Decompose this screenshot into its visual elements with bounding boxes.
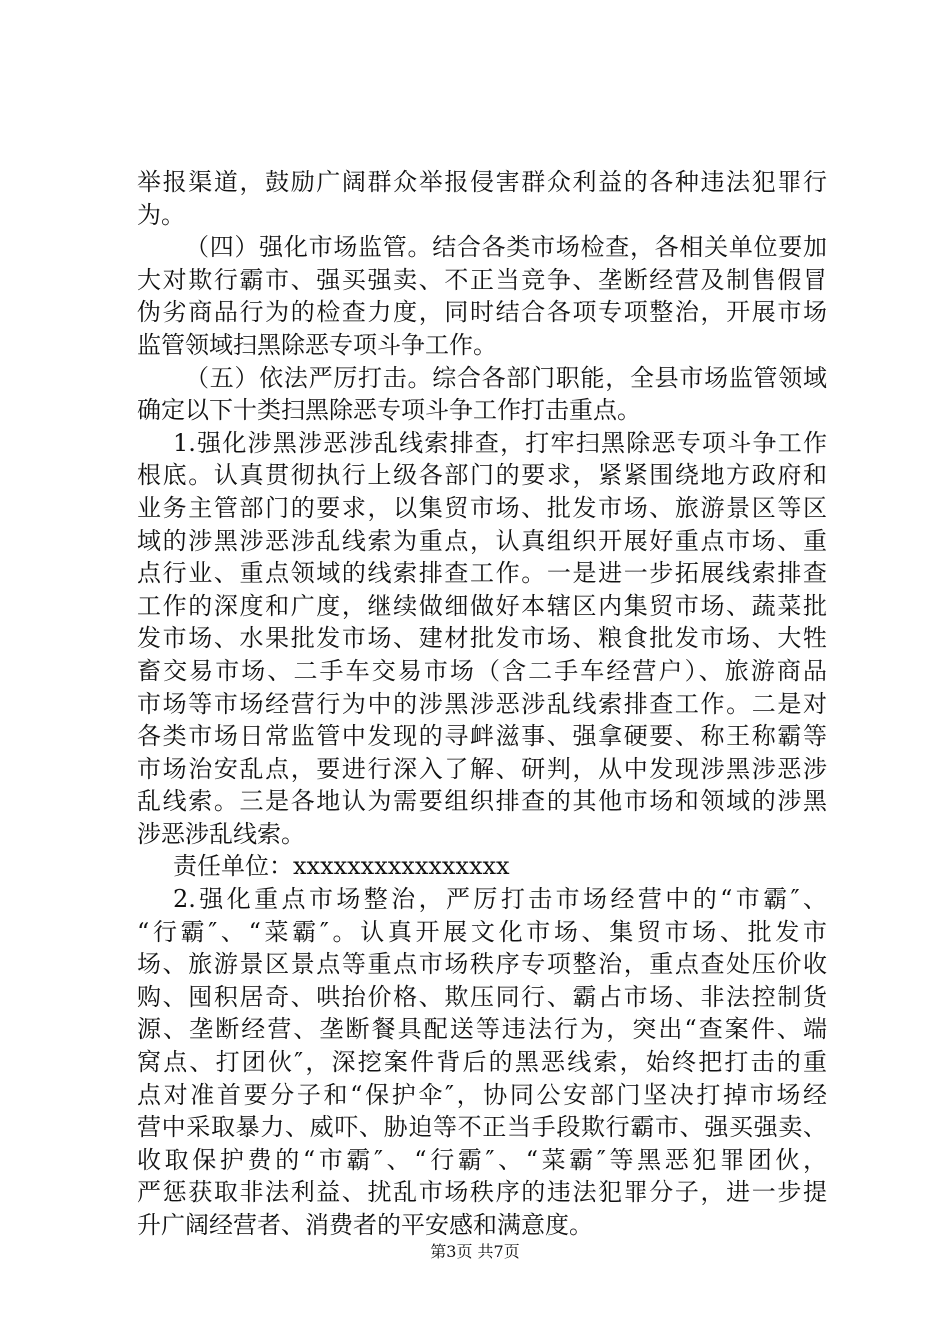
text-line: 涉恶涉乱线索。	[137, 819, 305, 848]
text-line: “行霸″、“菜霸″。认真开展文化市场、集贸市场、批发市	[137, 917, 827, 946]
document-body	[137, 166, 827, 1242]
text-line: 市场等市场经营行为中的涉黑涉恶涉乱线索排查工作。二是对	[137, 689, 827, 718]
text-line: 场、旅游景区景点等重点市场秩序专项整治，重点查处压价收	[137, 950, 827, 979]
page-number: 第3页 共7页	[430, 1242, 520, 1261]
text-line: 源、垄断经营、垄断餐具配送等违法行为，突出“查案件、端	[137, 1015, 827, 1044]
text-line: 畜交易市场、二手车交易市场（含二手车经营户）、旅游商品	[137, 656, 827, 685]
text-line: 工作的深度和广度，继续做细做好本辖区内集贸市场、蔬菜批	[137, 591, 827, 620]
paragraph-start: 1.强化涉黑涉恶涉乱线索排查，打牢扫黑除恶专项斗争工作	[173, 428, 827, 457]
paragraph-start: （五）依法严厉打击。综合各部门职能，全县市场监管领域	[185, 363, 827, 392]
text-line: 升广阔经营者、消费者的平安感和满意度。	[137, 1211, 593, 1239]
text-line: 域的涉黑涉恶涉乱线索为重点，认真组织开展好重点市场、重	[137, 526, 827, 555]
responsible-unit: 责任单位：xxxxxxxxxxxxxxxx	[173, 852, 510, 881]
text-line: 为。	[137, 200, 185, 229]
text-line: 监管领域扫黑除恶专项斗争工作。	[137, 330, 497, 359]
text-line: 市场治安乱点，要进行深入了解、研判，从中发现涉黑涉恶涉	[137, 754, 827, 783]
text-line: 各类市场日常监管中发现的寻衅滋事、强拿硬要、称王称霸等	[137, 722, 827, 751]
text-line: 点行业、重点领域的线索排查工作。一是进一步拓展线索排查	[137, 559, 827, 588]
paragraph-start: 2.强化重点市场整治，严厉打击市场经营中的“市霸″、	[173, 885, 827, 914]
text-line: 举报渠道，鼓励广阔群众举报侵害群众利益的各种违法犯罪行	[137, 168, 827, 196]
text-line: 伪劣商品行为的检查力度，同时结合各项专项整治，开展市场	[137, 298, 827, 327]
text-line: 营中采取暴力、威吓、胁迫等不正当手段欺行霸市、强买强卖、	[137, 1113, 827, 1142]
text-line: 点对准首要分子和“保护伞″，协同公安部门坚决打掉市场经	[137, 1080, 827, 1109]
text-line: 严惩获取非法利益、扰乱市场秩序的违法犯罪分子，进一步提	[137, 1178, 827, 1207]
paragraph-start: （四）强化市场监管。结合各类市场检查，各相关单位要加	[185, 233, 827, 262]
text-line: 确定以下十类扫黑除恶专项斗争工作打击重点。	[137, 396, 641, 425]
text-line: 根底。认真贯彻执行上级各部门的要求，紧紧围绕地方政府和	[137, 461, 827, 490]
text-line: 收取保护费的“市霸″、“行霸″、“菜霸″等黑恶犯罪团伙，	[137, 1145, 827, 1174]
text-line: 乱线索。三是各地认为需要组织排查的其他市场和领域的涉黑	[137, 787, 827, 816]
text-line: 窝点、打团伙″，深挖案件背后的黑恶线索，始终把打击的重	[137, 1048, 827, 1077]
text-line: 购、囤积居奇、哄抬价格、欺压同行、霸占市场、非法控制货	[137, 982, 827, 1011]
text-line: 大对欺行霸市、强买强卖、不正当竞争、垄断经营及制售假冒	[137, 265, 827, 294]
text-line: 业务主管部门的要求，以集贸市场、批发市场、旅游景区等区	[137, 493, 827, 522]
text-line: 发市场、水果批发市场、建材批发市场、粮食批发市场、大牲	[137, 624, 827, 653]
